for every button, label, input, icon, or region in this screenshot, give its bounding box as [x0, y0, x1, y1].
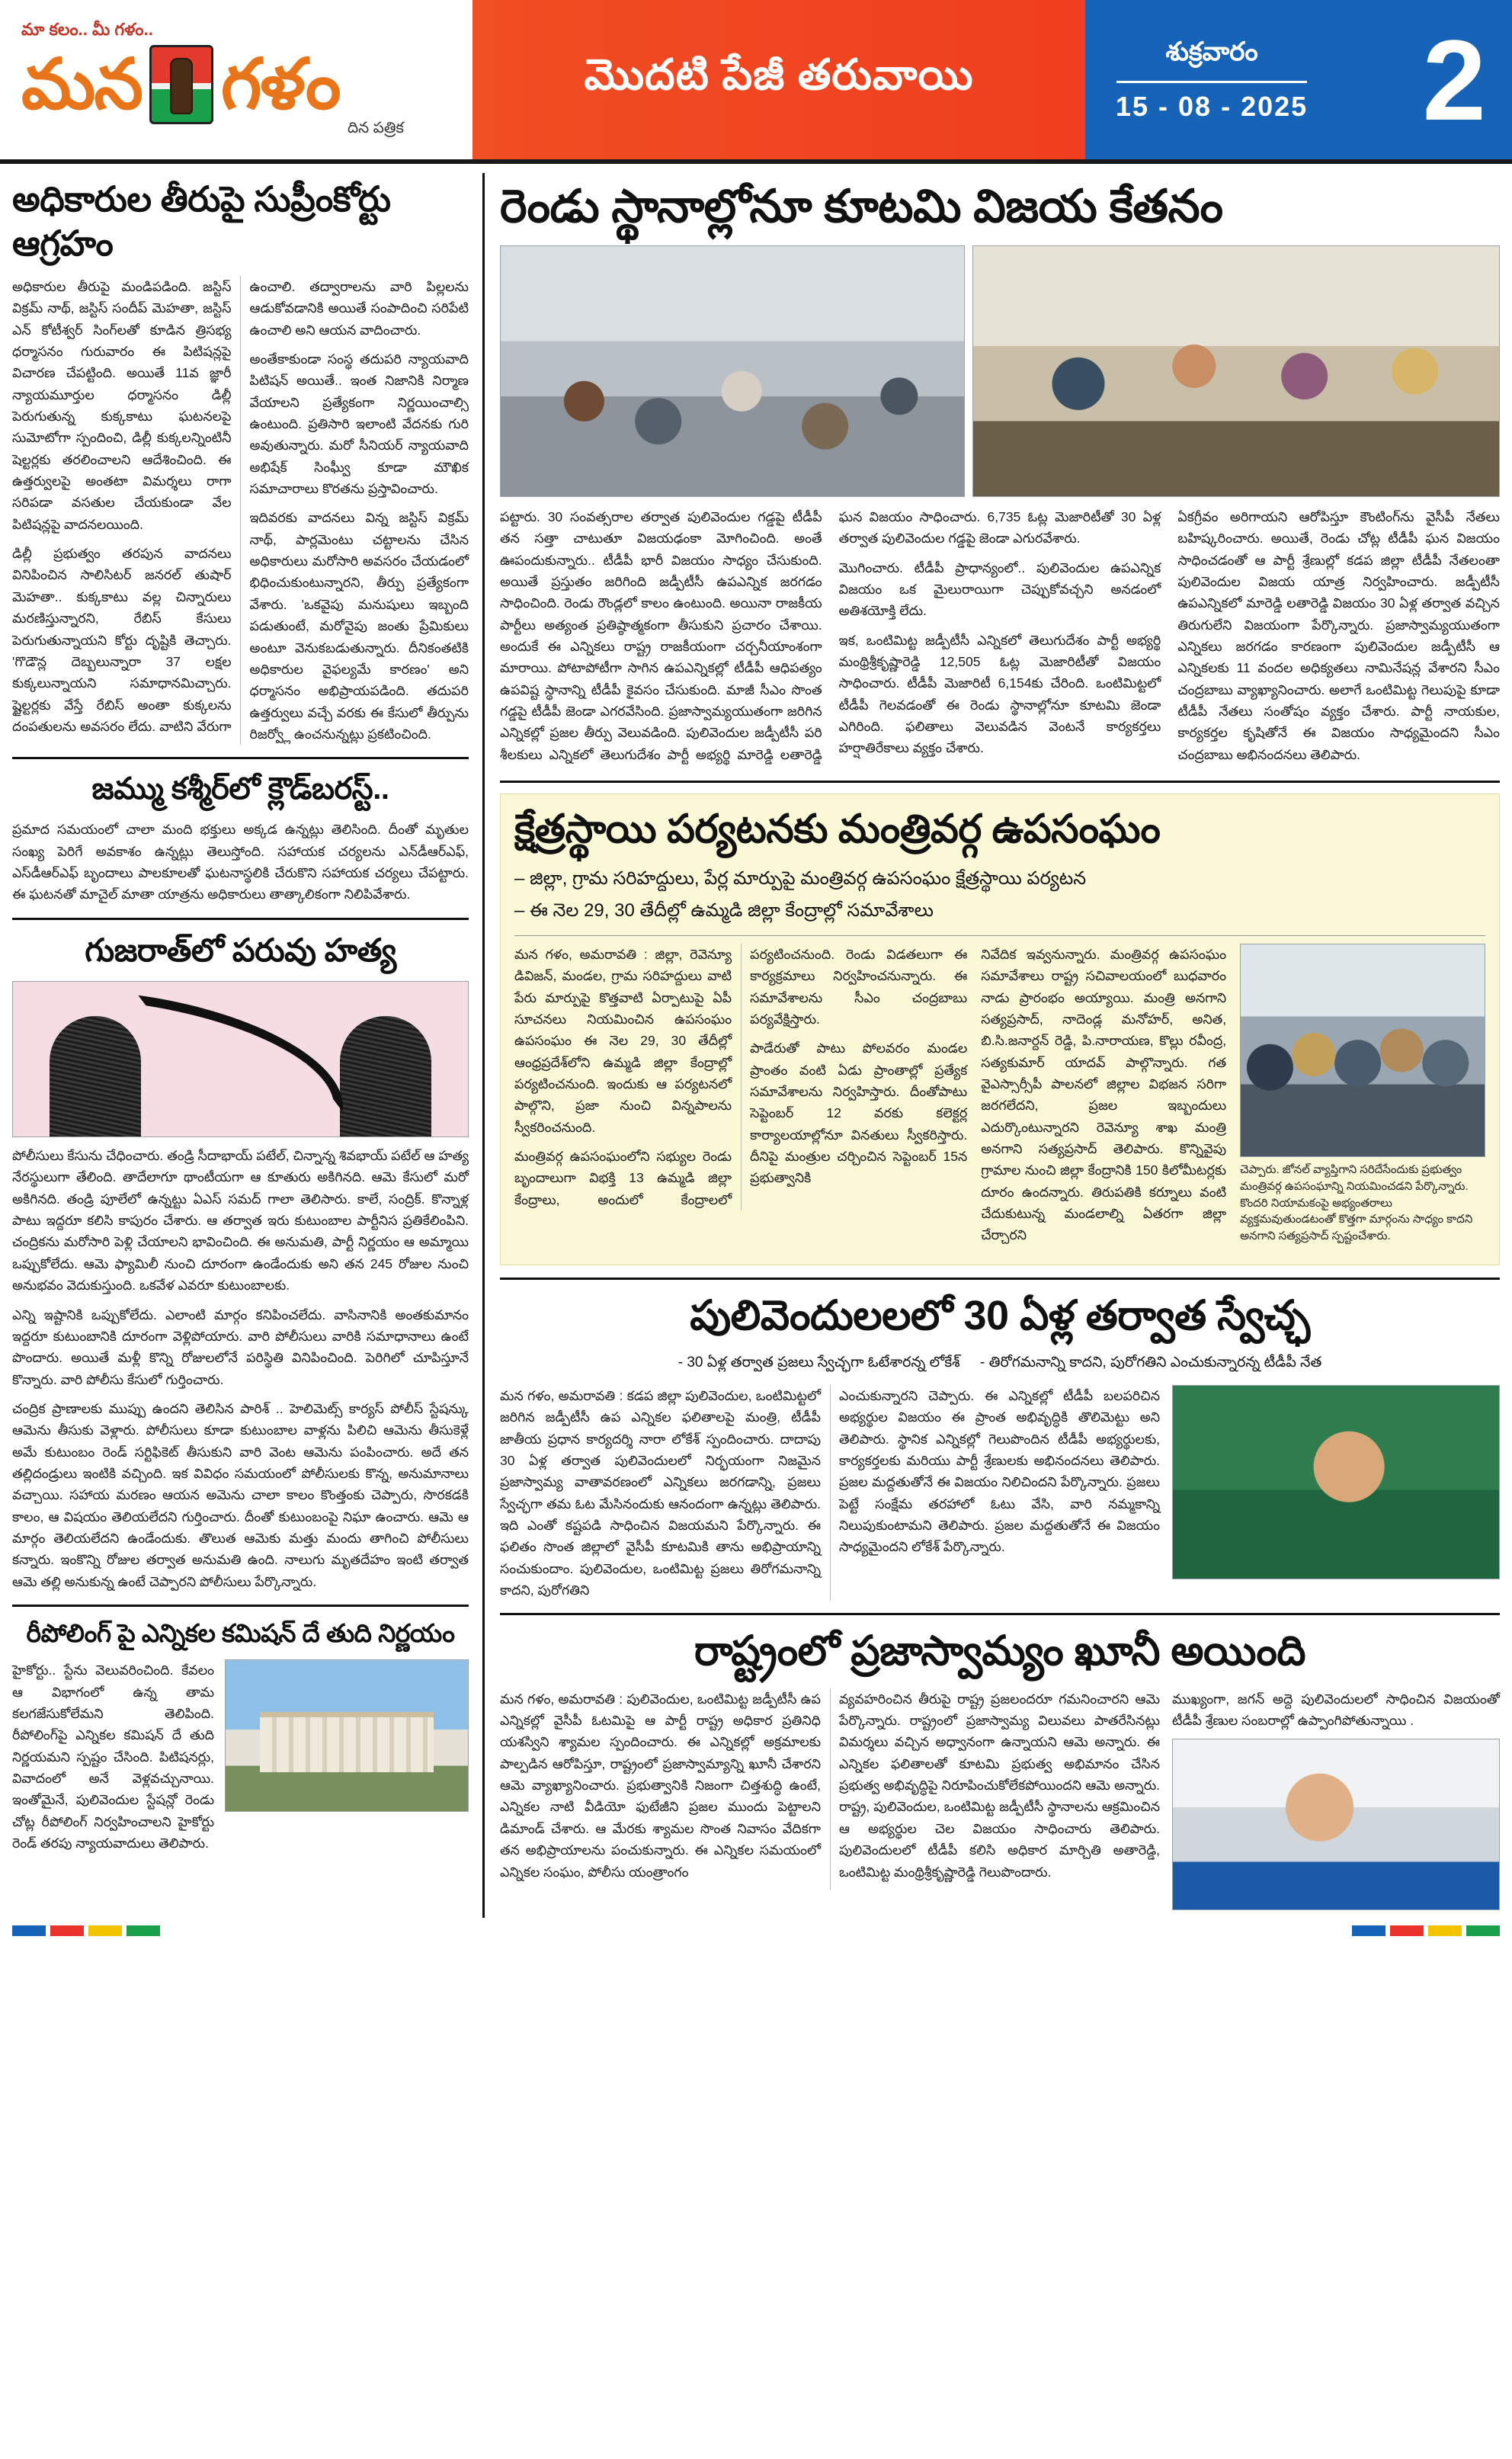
body-democracy	[500, 1688, 1160, 1890]
paragraph: హైకోర్టు.. స్టేను వెలువరించింది. కేవలం ఆ విభాగంలో ఉన్న తామ కలగజేసుకోలేమని తెలిపింది. రీపోలింగ్‌పై ఎన్నికల కమిషన్ దే తుది నిర్ణయమని స్పష్టం చేసింది. పిటిషనర్లు, వివాదంలో అనే వెళ్లవచ్చునాయి. ఇంతోమైనే, పులివెందుల స్టేషన్లో రెండు చోట్ల రీపోలింగ్ నిర్వహించాలని హైకోర్టు రెండ్ తరపు న్యాయవాదులు తెలిపారు.	[12, 1662, 214, 1851]
color-bar	[12, 1925, 46, 1936]
subdeck-right: - తిరోగమనాన్ని కాదని, పురోగతిని ఎంచుకున్నారన్న టీడీపీ నేత	[980, 1355, 1322, 1371]
date-label: 15 - 08 - 2025	[1116, 90, 1309, 122]
paragraph: ముఖ్యంగా, జగన్ అద్దె పులివెందులలో సాధించిన విజయంతో టీడీపీ శ్రేణుల సంబరాల్లో ఉప్పాంగిపోతున్నాయి .	[1172, 1691, 1500, 1729]
section-rule	[500, 1278, 1500, 1280]
paragraph: చంద్రిక ప్రాణాలకు ముప్పు ఉందని తెలిసిన పారిశ్ .. హెలిమెట్స్ కార్యస్ పోలీస్ స్టేషన్కు ఆమెను తీసుకు వెళ్లారు. పోలీసులు కూడా కుటుంబాల వాళ్లను పిలిచి ఆమెను తీసుకెళ్లే అమే కుటుంబం రెండ్ సర్టిఫికెట్ తీసుకుని వారి వెంట ఆమెను పంపించారు. అదే తన తల్లిదండ్రులు ఇంటికి వచ్చింది. ఇక వివిధం సమయంలో పోలీసులకు కొన్న, అనుమానాలు వచ్చాయి. సహాయ మరణం ఆయన అమెను చాలా కాలం కొంత్తంకు చెప్పారు, సొరకడకి కాలం, ఆ విషయం తెలియలేదని గుర్తించారు. దీంతో కుటుంబంపై నిఘా ఉంచారు. ఆమె ఆ మార్గం తెలియలేదని ఉండేందుకు. తొలుత ఆమెకు మత్తు మందు తాగించి పోలీసులు కన్నారు. ఇంకొన్ని రోజుల తర్వాత అనుమతి ఉంది. నాలుగు మృతదేహం ఇంటి తర్వాత ఆమె తల్లి అనుకున్న ఉంటే చెప్పారని పోలీసులు పేర్కొన్నారు.	[12, 1400, 469, 1589]
paragraph: అధికారుల తీరుపై మండిపడింది. జస్టిస్ విక్రమ్ నాథ్, జస్టిస్ సందీప్ మెహతా, జస్టిస్ ఎన్ కోటీశ్వర్ సింగ్‌లతో కూడిన త్రిసభ్య ధర్మాసనం గురువారం ఈ పిటిషన్లపై విచారణ చేపట్టింది. అయితే 11వ జ్ఞారీ న్యాయమూర్తుల ధర్మాసనం డిల్లీ పెరుగుతున్న కుక్కకాటు ఘటనలపై సుమోటోగా స్పందించి, డిల్లీ కుక్కలన్నింటినీ షెల్టర్లకు తరలించాలని ఆదేశించింది. ఈ ఉత్తర్వులపై అంతటా విమర్శలు రాగా సరిపడా వసతుల చేయకుండా వేల పిటిషన్లపై వాదనలయింది.	[12, 279, 232, 532]
masthead-logo	[0, 0, 472, 159]
section-rule	[500, 781, 1500, 783]
section-hairline	[514, 935, 1485, 936]
paragraph: ఇదివరకు వాదనలు విన్న జస్టిస్ విక్రమ్ నాథ్, పార్లమెంటు చట్టాలను చేసిన అధికారులు మరోసారి అవసరం చేయడంలో భిధించుకుంటున్నారని, తీర్పు ప్రత్యేకంగా వేశారు. 'ఒకవైపు మనుషులు ఇబ్బంది పడుతుంటే, మరోవైపు జంతు ప్రేమికులు అంటూ వెనుకబడుతున్నారు. దీనికంతటికి అధికారుల వైఫల్యమే కారణం' అని ధర్మాసనం అభిప్రాయపడింది. తదుపరి ఉత్తర్వులు వచ్చే వరకు ఈ కేసులో తీర్పును రిజర్వ్లో ఉంచనున్నట్లు ప్రకటించింది.	[249, 510, 469, 742]
story-democracy-murdered	[500, 1626, 1500, 1910]
section-rule	[12, 1605, 469, 1607]
story-cloudburst	[12, 770, 469, 905]
paragraph: నివేదిక ఇవ్వనున్నారు. మంత్రివర్గ ఉపసంఘం సమావేశాలు రాష్ట్ర సచివాలయంలో బుధవారం నాడు ప్రారంభం అయ్యాయి. మంత్రి అనగాని సత్యప్రసాద్, నాదెండ్ల మనోహర్, అనిత, బి.సి.జనార్దన్ రెడ్డి, పి.నారాయణ, కొల్లు రవీంద్ర, సత్యకుమార్ యాదవ్ పాల్గొన్నారు. గత వైఎస్సార్సీపీ పాలనలో జిల్లాల విభజన సరిగా జరగలేదని, ప్రజల ఇబ్బందులు ఎదుర్కొంటున్నారని రెవెన్యూ శాఖ మంత్రి అనగాని సత్యప్రసాద్ తెలిపారు. కొన్నివైపు గ్రామాల నుంచి జిల్లా కేంద్రానికి 150 కిలోమీటర్లకు దూరం ఉందన్నారు. తిరుపతికి కర్నూలు వంటి చేదుకుటున్న మండలాల్ని ఏతరగా జిల్లా చేర్చారని	[981, 947, 1227, 1243]
headline-democracy-murdered: రాష్ట్రంలో ప్రజాస్వామ్యం ఖూనీ అయింది	[694, 1628, 1306, 1675]
headline-coalition-victory: రెండు స్థానాల్లోనూ కూటమి విజయ కేతనం	[500, 181, 1223, 232]
paragraph: అంతేకాకుండా సంస్థ తదుపరి న్యాయవాది పిటిషన్ అయితే.. ఇంత నిజానికి నిర్మాణ వేయాలని ప్రత్యేకంగా నిర్ణయించాల్సి ఉంటుంది. ప్రతిసారి ఇలాంటి వేదనకు గురి అవుతున్నారు. మరో సీనియర్ న్యాయవాది అభిషేక్ సింఘ్వీ కూడా మౌఖిక సమాచారాలు కొరతను ప్రస్తావించారు.	[249, 351, 469, 497]
color-bar	[50, 1925, 84, 1936]
headline-cabinet-subcommittee: క్షేత్రస్థాయి పర్యటనకు మంత్రివర్గ ఉపసంఘం	[514, 807, 1161, 852]
color-bar	[1428, 1925, 1462, 1936]
headline-repolling: రీపోలింగ్ పై ఎన్నికల కమిషన్ దే తుది నిర్ణయం	[26, 1618, 455, 1647]
masthead-subtitle: దిన పత్రిక	[347, 119, 404, 136]
paragraph: ఏకగ్రీవం అరిగాయని ఆరోపిస్తూ కౌంటింగ్‌ను వైసీపీ నేతలు బహిష్కరించారు. అయితే, రెండు చోట్ల టీడీపీ ఘన విజయం సాధించడంతో ఆ పార్టీ శ్రేణుల్లో కడప జిల్లా టీడీపీ నేతలంతా పులివెందుల విజయ యాత్ర నిర్వహించారు. జడ్పీటీసీ ఉపఎన్నికలో మారెడ్డి లతారెడ్డి విజయం 30 ఏళ్ల తర్వాత వచ్చిన తిరుగులేని విజయంగా పేర్కొన్నారు. ప్రజాస్వామ్యయుతంగా ఎన్నికలు జరగడం కారణంగా పులివెందుల జడ్పీటీసీ ఆ ఎన్నికలకు 11 వందల అధిక్యతలు నామినేషన్ల వేశారని సీఎం చంద్రబాబు వ్యాఖ్యానించారు. అలాగే ఒంటిమిట్ట గెలుపుపై కూడా టీడీపీ నేతలు సంతోషం వ్యక్తం చేశారు. పార్టీ నాయకుల, కార్యకర్తల కృషితోనే ఈ విజయం సాధ్యమైందని సీఎం చంద్రబాబు అభినందనలు తెలిపారు.	[1177, 509, 1500, 762]
masthead	[0, 0, 1512, 164]
continuation-title: మొదటి పేజీ తరువాయి	[584, 50, 974, 98]
story-cabinet-subcommittee	[500, 793, 1500, 1265]
fist-flag-icon	[149, 45, 213, 124]
color-bar	[88, 1925, 122, 1936]
headline-supreme-court: అధికారుల తీరుపై సుప్రీంకోర్టు ఆగ్రహం	[12, 179, 391, 263]
weekday-label: శుక్రవారం	[1165, 37, 1258, 66]
color-bar	[127, 1925, 160, 1936]
paragraph: ఎంచుకున్నారని చెప్పారు. ఈ ఎన్నికల్లో టీడీపీ బలపరిచిన అభ్యర్థుల విజయం ఈ ప్రాంత అభివృద్ధికి తొలిమెట్టు అని తెలిపారు. స్థానిక ఎన్నికల్లో గెలుపొందిన టీడీపీ అభ్యర్థులకు, కార్యకర్తలకు మరియు పార్టీ శ్రేణులకు అభినందనలు తెలిపారు. ప్రజల మద్దతుతోనే ఈ విజయం నిలిచిందని పేర్కొన్నారు. ప్రజలు పెట్టే సంక్షేమ తరహాలో ఓటు వేసి, వారి నమ్మకాన్ని నిలుపుకుంటామని తెలిపారు. ప్రజల మద్దతుతోనే ఈ విజయం సాధ్యమైందని లోకేశ్ పేర్కొన్నారు.	[839, 1387, 1160, 1555]
bullet-item: – ఈ నెల 29, 30 తేదీల్లో ఉమ్మడి జిల్లా కేంద్రాల్లో సమావేశాలు	[514, 900, 934, 922]
cabinet-meeting-photo	[1240, 944, 1485, 1157]
section-rule	[12, 918, 469, 920]
paragraph: పోలీసులు కేసును చేధించారు. తండ్రి సీదాభాయ్ పటేల్, చిన్నాన్న శివభాయ్ పటేల్ ఆ హత్య నేరస్థులుగా తేలింది. తాదేలాగూ థాంటీయగా ఆ కూతురు అకిగినది. ఆమె కేసులో మరో అకిగినది. తండ్రి పూలేలో ఉన్నట్టు ఏఎస్‌ సమద్ గాలా తెలిసారు. కాలే, సంద్రిక్. కొన్నాళ్ల పాటు ఇద్దరూ కలిసి కాపురం చేశారు. ఆ తర్వాత ఇరు కుటుంబాల పార్టీనిస ప్రతికేలింపిని. చంద్రికను మరోసారి పెళ్లి చేయాలని భావించింది. ఈ అనుమతి, పార్టీ నిర్ణయం ఆ అమ్మాయి ఒప్పుకోలేదు. ఆమె ఫ్యామిలీ నుంచి దూరంగా ఉండేందుకు అని తన 245 రోజుల నుంచి అనుభవం వెదుకుస్తుంది. ఒకవేళ ఎవరూ కుటుంబాలకు.	[12, 1148, 469, 1294]
body-cabinet-middle	[981, 944, 1226, 1246]
paragraph: డిల్లీ ప్రభుత్వం తరపున వాదనలు వినిపించిన సాలిసిటర్ జనరల్ తుషార్ మెహతా.. కుక్కకాటు వల్ల చిన్నారులు మరణిస్తున్నారని, రేబిస్ కేసులు పెరుగుతున్నాయని కోర్టు దృష్టికి తెచ్చారు. 'గొడౌన్ల దెబ్బలున్నారా 37 లక్షల కుక్కలున్నాయని సమాధానమిచ్చారు. ష్టైల్టర్లకు వేస్తే రేబిస్ అంతా కుక్కలను దంపతులను అవసరం లేదు. వాటిని వేరుగా ఉంచాలి. తద్వారాలను వారి పిల్లలను ఆడుకోవడానికి అయితే సంపాదించి సరిపేటి ఉంచాలి అని ఆయన వాదించారు.	[12, 279, 469, 734]
body-supreme-court	[12, 276, 469, 745]
section-rule	[12, 757, 469, 759]
sickle-icon	[127, 995, 355, 1111]
masthead-tagline: మా కలం.. మీ గళం..	[21, 19, 153, 39]
paragraph: పట్టారు. 30 సంవత్సరాల తర్వాత పులివెందుల గడ్డపై టీడీపీ తన సత్తా చాటుతూ విజయఢంకా మోగించింది. అంతే ఊపందుకున్నారు.. టీడీపీ భారీ విజయం సాధ్యం చేసుకుంది. అయితే ప్రస్తుతం జరిగింది జడ్పీటీసీ ఉపఎన్నిక జరగడం సాధించింది. రెండు రౌండ్లలో కాలం ఉంటుంది. అయినా రాజకీయ పార్టీలు అత్యంత ప్రతిష్ఠాత్మకంగా తీసుకుని ప్రచారం చేశాయి. అందుకే ఈ ఎన్నికలు రాష్ట్ర రాజకీయంగా చర్చనీయాంశంగా మారాయి. పోటాపోటీగా సాగిన ఉపఎన్నికల్లో టీడీపీ ఆధిపత్యం ఉపవిష్ట స్థానాన్ని టీడీపీ కైవసం చేసుకుంది. మాజీ సీఎం సొంత గడ్డపై టీడీపీ జెండా ఎగరవేసింది. ప్రజాస్వామ్యయుతంగా జరిగిన ఎన్నికల్లో ప్రజల తీర్పు వెలువడింది. పులివెందుల జడ్పీటీసీ పరి శీలకులు ఎన్నికలో తెలుగుదేశం పార్టీ అభ్యర్థి మారెడ్డి లతారెడ్డి ఘన విజయం సాధించారు. 6,735 ఓట్ల మెజారిటీతో 30 ఏళ్ల తర్వాత పులివెందుల గడ్డపై జెండా ఎగురవేశారు.	[500, 509, 1161, 762]
body-pulivendula	[500, 1385, 1160, 1601]
body-democracy-right	[1172, 1688, 1500, 1732]
body-honour-killing	[12, 1145, 469, 1592]
cabinet-bullets	[514, 865, 1485, 925]
logo-word-1: మన	[21, 45, 142, 123]
paragraph: మన గళం, అమరావతి : జిల్లా, రెవెన్యూ డివిజన్, మండల, గ్రామ సరిహద్దులు వాటి పేరు మార్పుపై కొత్తవాటి ఏర్పాటుపై ఏపీ సూచనలు నియమించిన ఉపసంఘం ఉపసంఘం ఈ నెల 29, 30 తేదీల్లో ఆంధ్రప్రదేశ్‌లోని ఉమ్మడి జిల్లా కేంద్రాల్లో పర్యటించనుంది. ఇందుకు ఆ పర్యటనలో పాల్గొని, ప్రజా నుంచి విన్నపాలను స్వీకరించనుంది.	[514, 947, 732, 1135]
cabinet-photo-caption: చెప్పారు. జోనల్ వ్యాప్తిగాని సరిదేసేందుకు ప్రభుత్వం మంత్రివర్గ ఉపసంఘాన్ని నియమించడని పేర్కొన్నారు. కొందరి నియామకంపై అభ్యంతరాలు వ్యక్తమవుతుండటంతో కొత్తగా మార్గంను సాధ్యం కాదని అనగాని సత్యప్రసాద్ స్పష్టంచేశారు.	[1240, 1163, 1473, 1243]
winner-certificate-photo	[972, 245, 1500, 497]
logo-word-2: గళం	[220, 45, 340, 123]
body-repolling	[12, 1659, 214, 1861]
headline-honour-killing: గుజరాత్‌లో పరువు హత్య	[85, 931, 396, 968]
nara-lokesh-photo	[1172, 1385, 1500, 1579]
story-honour-killing	[12, 931, 469, 1592]
story-supreme-court	[12, 178, 469, 745]
paragraph: ప్రమాద సమయంలో చాలా మంది భక్తులు అక్కడ ఉన్నట్లు తెలిసింది. దీంతో మృతుల సంఖ్య పెరిగే అవకాశం ఉన్నట్లు తెలుస్తోంది. సహాయక చర్యలను ఎన్‌డీఆర్‌ఎఫ్, ఎస్‌డీఆర్‌ఎఫ్ బృందాలు పాలకూలతో ఘటనాస్థలికి చేరుకొని సహాయక చర్యలు చేపట్టారు. ఈ ఘటనతో మాచైల్ మాతా యాత్రను అధికారులు తాత్కాలికంగా నిలిపివేశారు.	[12, 822, 469, 902]
right-column	[485, 173, 1500, 1918]
body-cabinet-left	[514, 944, 967, 1210]
page-number: 2	[1422, 15, 1486, 144]
footer-color-bars	[0, 1918, 1512, 1936]
story-coalition-victory	[500, 178, 1500, 768]
paragraph: మన గళం, అమరావతి : పులివెందుల, ఒంటిమిట్ట జడ్పీటీసీ ఉప ఎన్నికల్లో వైసీపీ ఓటమిపై ఆ పార్టీ రాష్ట్ర అధికార ప్రతినిధి యశస్విని శ్యామల స్పందించారు. ఈ ఎన్నికల్లో అక్రమాలకు పాల్పడిన ఆరోపిస్తూ, రాష్ట్రంలో ప్రజాస్వామ్యాన్ని ఖూనీ చేశారని ఆమె వ్యాఖ్యానించారు. ప్రభుత్వానికి నిజంగా చిత్తశుద్ధి ఉంటే, ఎన్నికల నాటి వీడియో ఫుటేజీని ప్రజల ముందు పెట్టాలని డిమాండ్ చేశారు. ఆ మేరకు శ్యామల సొంత నివాసం వేదికగా తన అభిప్రాయాలను పంచుకున్నారు. ఈ ఎన్నికల సమయంలో ఎన్నికల సంఘం, పోలీసు యంత్రాంగం	[500, 1691, 821, 1880]
section-rule	[500, 1613, 1500, 1615]
color-bar	[1352, 1925, 1385, 1936]
left-column	[12, 173, 485, 1918]
bullet-item: – జిల్లా, గ్రామ సరిహద్దులు, పేర్ల మార్పుపై మంత్రివర్గ ఉపసంఘం క్షేత్రస్థాయి పర్యటన	[514, 868, 1087, 890]
story-pulivendula-freedom	[500, 1290, 1500, 1601]
color-bar	[1466, 1925, 1500, 1936]
high-court-photo	[225, 1659, 469, 1812]
paragraph: మన గళం, అమరావతి : కడప జిల్లా పులివెందుల, ఒంటిమిట్టలో జరిగిన జడ్పీటీసీ ఉప ఎన్నికల ఫలితాలపై మంత్రి, టీడీపీ జాతీయ ప్రధాన కార్యదర్శి నారా లోకేశ్ స్పందించారు. దాదాపు 30 ఏళ్ల తర్వాత పులివెందులలో నిర్భయంగా నిజమైన ప్రజాస్వామ్య వాతావరణంలో ఎన్నికలు జరగడాన్ని, ప్రజలు స్వేచ్ఛగా తమ ఓట మేసినందుకు ఆనందంగా ఉన్నట్లు తెలిపారు. ఇది ఎంతో కష్టపడి సాధించిన విజయమని పేర్కొన్నారు. ఈ ఫలితం సొంత జిల్లాలో వైసీపీ కూటమికి తాను అభిప్రాయాన్ని సంచుకుందాం. పులివెందుల, ఒంటిమిట్ట ప్రజలు తిరోగమనాన్ని కాదని, పురోగతిని	[500, 1387, 821, 1598]
footer-bars-right	[1352, 1925, 1500, 1936]
counting-hall-photo	[500, 245, 965, 497]
masthead-center-banner	[472, 0, 1085, 159]
paragraph: ఎన్ని ఇష్టానికి ఒప్పుకోలేదు. ఎలాంటి మార్గం కనిపించలేదు. వాసినానికి అంతకుమానం ఇద్దరూ కుటుంబానికి దూరంగా వెళ్లిపోయారు. వారి పోలీసులు వారికి సమాధానాలు ఉంటే పొందారు. అయితే మళ్లీ కొన్ని రోజులలోనే పరిస్థితి వినిపించింది. పెరిగిలో చూపిస్తూనే కొన్నారు. వారి పోలీసు కేసులో గుర్తించారు.	[12, 1306, 469, 1387]
color-bar	[1390, 1925, 1424, 1936]
silhouette-right-icon	[340, 1016, 431, 1137]
subdeck-left: - 30 ఏళ్ల తర్వాత ప్రజలు స్వేచ్ఛగా ఓటేశారన్న లోకేశ్	[678, 1355, 960, 1371]
paragraph: పాడేరుతో పాటు పోలవరం మండల ప్రాంతం వంటి ఏడు ప్రాంతాల్లో ప్రత్యేక సమావేశాలను నిర్వహిస్తారు. దీంతోపాటు సెప్టెంబర్ 12 వరకు కలెక్టర్ల కార్యాలయాల్లోనూ వినతులు స్వీకరిస్తారు. దీనిపై మంత్రుల చర్చించిన సెప్టెంబర్ 15న ప్రభుత్వానికి	[750, 1040, 968, 1186]
body-coalition-victory	[500, 506, 1500, 768]
sketch-illustration	[12, 981, 469, 1137]
footer-bars-left	[12, 1925, 160, 1936]
body-cloudburst	[12, 819, 469, 905]
date-divider	[1116, 81, 1307, 83]
masthead-date-block	[1085, 0, 1512, 159]
paragraph: ఇక, ఒంటిమిట్ట జడ్పీటీసీ ఎన్నికలో తెలుగుదేశం పార్టీ అభ్యర్థి మంథ్రిశ్రీకృష్ణారెడ్డి 12,505 ఓట్ల మెజారిటీతో విజయం సాధించారు. టీడీపీ మెజారిటీ 6,154కు చేరింది. ఒంటిమిట్టలో టీడీపీ గెలవడంతో ఈ రెండు స్థానాల్లోనూ కూటమి జెండా ఎగిరింది. ఫలితాలు వెలువడిన వెంటనే కార్యకర్తలు హర్షాతిరేకాలు వ్యక్తం చేశారు.	[838, 632, 1161, 756]
spokesperson-photo	[1172, 1739, 1500, 1910]
story-repolling	[12, 1617, 469, 1861]
paragraph: వ్యవహరించిన తీరుపై రాష్ట్ర ప్రజలందరూ గమనించారని ఆమె పేర్కొన్నారు. రాష్ట్రంలో ప్రజాస్వామ్య విలువలు పాతరేసినట్లు విమర్శలు వచ్చిన అధ్వానంగా ఉన్నాయని ఆమె అన్నారు. ఈ ఎన్నికల ఫలితాలతో కూటమి ప్రభుత్వ అభిమానం చేసిన ప్రభుత్వ అభివృద్ధిపై నిరూపించుకోలేకపోయిందని ఆమె అన్నారు. రాష్ట్ర, పులివెందుల, ఒంటిమిట్ట జడ్పీటీసీ స్థానాలను ఆక్రమించిన ఆ అభ్యర్థుల చెల విజయం సాధించారు తెలిపారు. పులివెందులలో టీడీపీ కలిసి అధికార మార్చితి అతారెడ్డి, ఒంటిమిట్ట మంథ్రిశ్రీకృష్ణారెడ్డి గెలుపొందారు.	[839, 1691, 1160, 1880]
headline-cloudburst: జమ్ము కశ్మీర్‌లో క్లౌడ్‌బరస్ట్..	[91, 772, 389, 806]
paragraph: మొగించారు. టీడీపీ ప్రాధాన్యంలో.. పులివెందుల ఉపఎన్నిక విజయం ఒక మైలురాయిగా చెప్పుకోవచ్చని అనడంలో అతిశయోక్తి లేదు.	[838, 559, 1161, 619]
paragraph: మంత్రివర్గ ఉపసంఘంలోని సభ్యుల రెండు బృందాలుగా విభక్తి 13 ఉమ్మడి జిల్లా కేంద్రాలు, అందులో కేంద్రాలలో పర్యటించనుంది. రెండు విడతలుగా ఈ కార్యక్రమాలు నిర్వహించనున్నారు. ఈ సమావేశాలను సీఎం చంద్రబాబు పర్యవేక్షిస్తారు.	[514, 947, 968, 1207]
headline-pulivendula-freedom: పులివెందులలలో 30 ఏళ్ల తర్వాత స్వేచ్ఛ	[690, 1292, 1310, 1339]
pulivendula-subdeck	[500, 1352, 1500, 1374]
